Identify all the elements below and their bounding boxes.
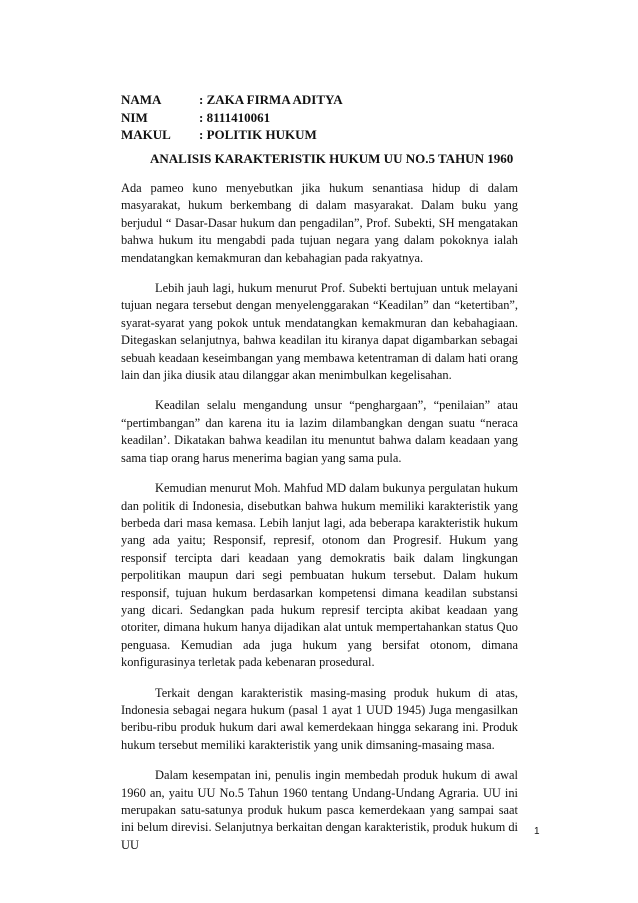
student-info-header bbox=[121, 91, 343, 144]
header-label: NIM bbox=[121, 109, 148, 125]
header-row-makul bbox=[121, 126, 343, 144]
page-number: 1 bbox=[534, 826, 540, 837]
header-value: : 8111410061 bbox=[199, 109, 271, 125]
paragraph: Terkait dengan karakteristik masing-masing produk hukum di atas, Indonesia sebagai negara hukum (pasal 1 ayat 1 UUD 1945) Juga mengasilkan beribu-ribu produk hukum dari awal kemerdekaan hingga sekarang ini. Produk hukum tersebut memiliki karakteristik yang unik dimsaning-masaing masa. bbox=[121, 685, 518, 752]
document-body bbox=[121, 180, 518, 867]
paragraph: Lebih jauh lagi, hukum menurut Prof. Subekti bertujuan untuk melayani tujuan negara tersebut dengan menyelenggarakan “Keadilan” dan “ketertiban”, syarat-syarat yang pokok untuk mendatangkan kemakmuran dan kebahagiaan. Ditegaskan selanjutnya, bahwa keadilan itu kiranya dapat digambarkan sebagai sebuah keadaan keseimbangan yang membawa ketentraman di dalam hati orang lain dan jika diusik atau dilanggar akan menimbulkan kegelisahan. bbox=[121, 281, 518, 383]
header-row-nama bbox=[121, 91, 343, 109]
header-label: NAMA bbox=[121, 92, 162, 107]
header-row-nim bbox=[121, 109, 343, 127]
paragraph: Dalam kesempatan ini, penulis ingin membedah produk hukum di awal 1960 an, yaitu UU No.5 Tahun 1960 tentang Undang-Undang Agraria. UU ini merupakan satu-satunya produk hukum pasca kemerdekaan yang sampai saat ini belum direvisi. Selanjutnya berkaitan dengan karakteristik, produk hukum di UU bbox=[121, 768, 518, 852]
paragraph: Ada pameo kuno menyebutkan jika hukum senantiasa hidup di dalam masyarakat, hukum berkembang di dalam masyarakat. Dalam buku yang berjudul “ Dasar-Dasar hukum dan pengadilan”, Prof. Subekti, SH mengatakan bahwa hukum itu mengabdi pada tujuan negara yang dalam pokoknya ialah mendatangkan kemakmuran dan kebahagian pada rakyatnya. bbox=[121, 181, 518, 265]
header-value: : ZAKA FIRMA ADITYA bbox=[199, 92, 343, 107]
paragraph: Kemudian menurut Moh. Mahfud MD dalam bukunya pergulatan hukum dan politik di Indonesia, disebutkan bahwa hukum memiliki karakteristik yang berbeda dari masa kemasa. Lebih lanjut lagi, ada beberapa karakteristik hukum yang ada yaitu; Responsif, represif, otonom dan Progresif. Hukum yang responsif tercipta dari keadaan yang demokratis baik dalam lingkungan perpolitikan maupun dari segi pembuatan hukum tersebut. Dalam hukum responsif, tujuan hukum berdasarkan kompetensi dimana keadilan substansi yang dicari. Sedangkan pada hukum represif tercipta akibat keadaan yang otoriter, dimana hukum hanya dijadikan alat untuk mempertahankan status Quo penguasa. Kemudian ada juga hukum yang bersifat otonom, dimana konfigurasinya terletak pada kebenaran prosedural. bbox=[121, 481, 518, 670]
header-label: MAKUL bbox=[121, 127, 171, 142]
paragraph: Keadilan selalu mengandung unsur “penghargaan”, “penilaian” atau “pertimbangan” dan karena itu ia lazim dilambangkan dengan suatu “neraca keadilan’. Dikatakan bahwa keadilan itu menuntut bahwa dalam keadaan yang sama tiap orang harus menerima bagian yang sama pula. bbox=[121, 398, 518, 465]
document-title: ANALISIS KARAKTERISTIK HUKUM UU NO.5 TAHUN 1960 bbox=[150, 151, 514, 166]
header-value: : POLITIK HUKUM bbox=[199, 127, 317, 142]
